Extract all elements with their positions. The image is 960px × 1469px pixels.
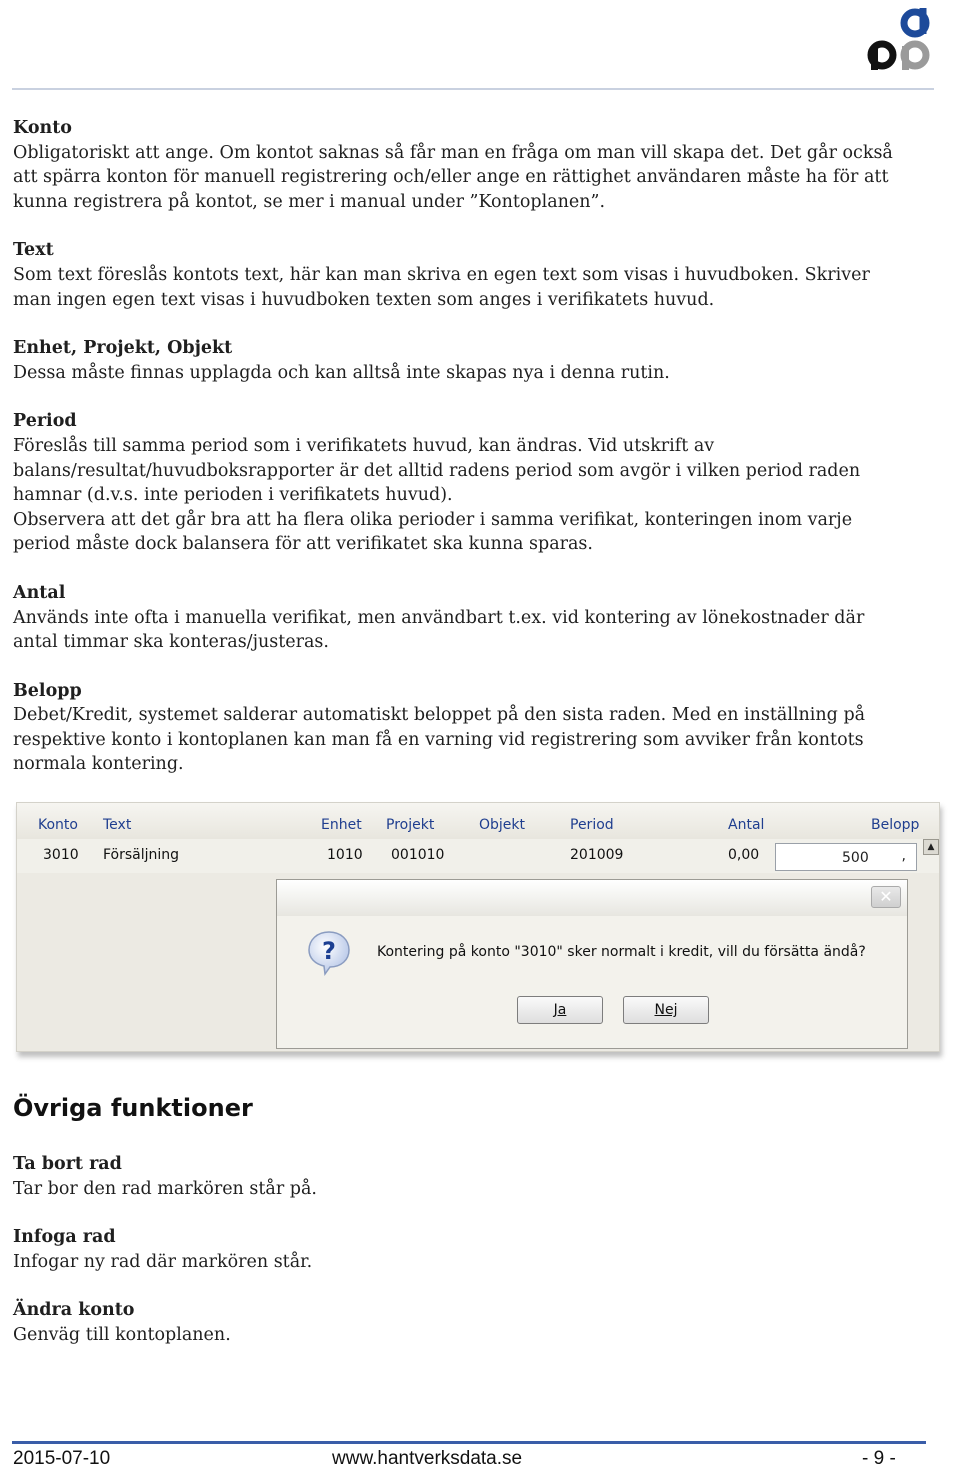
section-line: normala kontering. [13,754,184,775]
section-line: man ingen egen text visas i huvudboken texten som anges i verifikatets huvud. [13,289,715,310]
cell-antal[interactable]: 0,00 [728,847,760,863]
column-header-projekt[interactable]: Projekt [386,817,435,833]
dialog-titlebar [277,880,907,916]
section-line: Dessa måste finnas upplagda och kan alltså inte skapas nya i denna rutin. [13,362,670,383]
close-icon[interactable]: ✕ [871,886,901,908]
function-text: Genväg till kontoplanen. [13,1324,231,1345]
other-functions-heading: Övriga funktioner [13,1094,253,1122]
section-heading: Belopp [13,680,82,701]
column-header-antal[interactable]: Antal [728,817,765,833]
footer-date: 2015-07-10 [13,1448,111,1469]
section-line: Debet/Kredit, systemet salderar automatiskt beloppet på den sista raden. Med en inställning på [13,705,866,726]
scroll-up-arrow-icon[interactable]: ▲ [923,839,939,855]
dialog-message: Kontering på konto "3010" sker normalt i kredit, vill du försätta ändå? [377,944,866,960]
function-andra-konto [13,1298,953,1347]
section-heading: Enhet, Projekt, Objekt [13,338,233,359]
section-line: balans/resultat/huvudboksrapporter är det alltid radens period som avgör i vilken period raden [13,460,861,481]
other-functions [13,1152,953,1372]
section-line: hamnar (d.v.s. inte perioden i verifikatets huvud). [13,485,453,506]
column-header-enhet[interactable]: Enhet [321,817,362,833]
section-enhet-projekt-objekt [13,336,953,385]
confirm-dialog [276,879,908,1049]
column-header-text[interactable]: Text [103,817,132,833]
function-heading: Ändra konto [13,1300,135,1321]
column-header-period[interactable]: Period [570,817,614,833]
header-rule [12,88,934,90]
column-header-konto[interactable]: Konto [38,817,78,833]
field-descriptions [13,116,953,801]
belopp-cursor: , [901,848,906,864]
question-icon [305,928,353,976]
embedded-screenshot [16,802,940,1052]
footer-rule [12,1441,926,1444]
cell-enhet[interactable]: 1010 [327,847,363,863]
footer-page-number: - 9 - [862,1448,896,1469]
section-line: Föreslås till samma period som i verifikatets huvud, kan ändras. Vid utskrift av [13,435,715,456]
section-line: Används inte ofta i manuella verifikat, men användbart t.ex. vid kontering av lönekostnader där [13,607,865,628]
cell-projekt[interactable]: 001010 [391,847,445,863]
column-header-objekt[interactable]: Objekt [479,817,526,833]
yes-button[interactable] [517,996,603,1024]
section-line: period måste dock balansera för att verifikatet ska kunna sparas. [13,534,593,555]
section-text [13,238,953,312]
yes-label: Ja [553,1002,567,1018]
footer-website: www.hantverksdata.se [332,1448,523,1469]
function-text: Tar bor den rad markören står på. [13,1178,317,1199]
cell-period[interactable]: 201009 [570,847,624,863]
section-heading: Period [13,411,77,432]
section-line: respektive konto i kontoplanen kan man få en varning vid registrering som avviker från kontots [13,729,864,750]
cell-konto[interactable]: 3010 [43,847,79,863]
svg-text:?: ? [322,937,336,965]
section-heading: Text [13,240,54,261]
no-button[interactable] [623,996,709,1024]
section-heading: Konto [13,118,72,138]
hantverksdata-logo [866,6,932,72]
function-text: Infogar ny rad där markören står. [13,1251,313,1272]
section-line: Obligatoriskt att ange. Om kontot saknas så får man en fråga om man vill skapa det. Det går också [13,142,893,163]
section-heading: Antal [13,582,66,603]
section-line: Som text föreslås kontots text, här kan man skriva en egen text som visas i huvudboken. Skriver [13,264,870,285]
section-line: kunna registrera på kontot, se mer i manual under ”Kontoplanen”. [13,191,606,212]
no-label: Nej [654,1002,678,1018]
grid-header [17,803,939,839]
function-heading: Ta bort rad [13,1154,122,1174]
section-period [13,409,953,557]
column-header-belopp[interactable]: Belopp [871,817,920,833]
belopp-input[interactable] [775,843,917,871]
section-belopp [13,679,953,777]
function-ta-bort-rad [13,1152,953,1201]
section-line: Observera att det går bra att ha flera olika perioder i samma verifikat, konteringen inom varje [13,509,853,530]
belopp-value: 500 [842,850,869,866]
cell-text[interactable]: Försäljning [103,847,180,863]
section-line: antal timmar ska konteras/justeras. [13,632,329,653]
section-konto [13,116,953,214]
function-infoga-rad [13,1225,953,1274]
section-antal [13,581,953,655]
section-line: att spärra konton för manuell registrering och/eller ange en rättighet användaren måste ha för att [13,167,889,188]
function-heading: Infoga rad [13,1227,116,1248]
